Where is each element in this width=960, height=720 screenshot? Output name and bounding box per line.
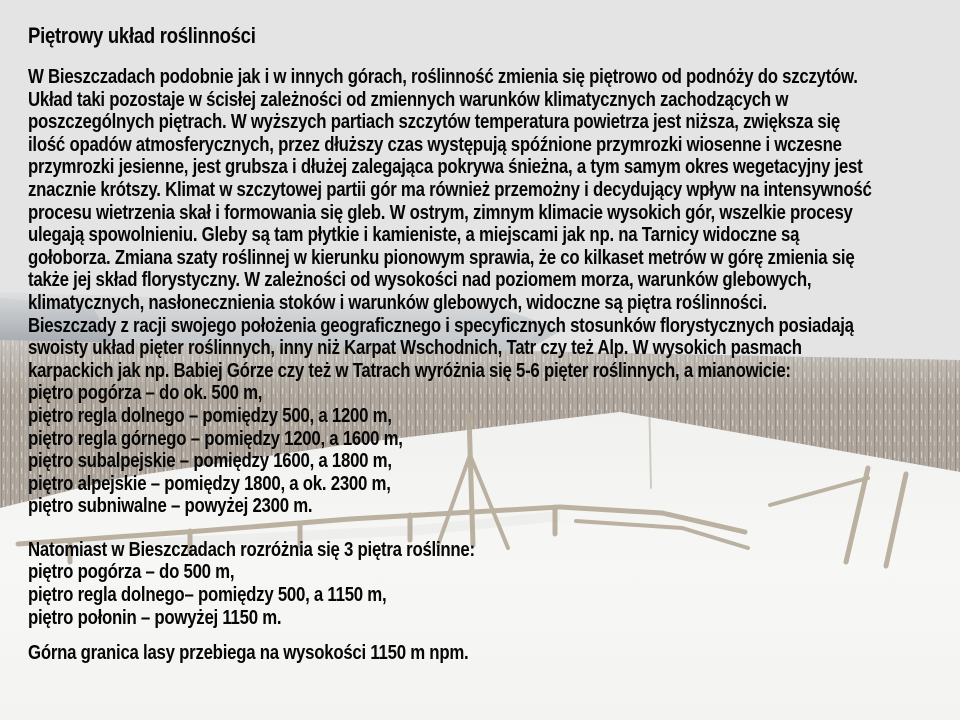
slide-title: Piętrowy układ roślinności <box>28 23 256 48</box>
body-text-line: piętro subalpejskie – pomiędzy 1600, a 1800 m, <box>28 450 392 473</box>
bieszczady-zones-block <box>28 539 952 629</box>
body-text-line: przymrozki jesienne, jest grubsza i dłużej zalegająca pokrywa śnieżna, a tym samym okres wegetacyjny jest <box>28 156 863 179</box>
body-text-line: ulegają spowolnieniu. Gleby są tam płytkie i kamieniste, a miejscami jak np. na Tarnicy widoczne są <box>28 224 800 247</box>
body-text-line: ilość opadów atmosferycznych, przez dłuższy czas występują spóźnione przymrozki wiosenne i wczesne <box>28 133 842 156</box>
body-text-line: karpackich jak np. Babiej Górze czy też w Tatrach wyróżnia się 5-6 pięter roślinnych, a mianowicie: <box>28 359 791 382</box>
body-text-line: piętro pogórza – do ok. 500 m, <box>28 382 263 405</box>
body-text-line: W Bieszczadach podobnie jak i w innych górach, roślinność zmienia się piętrowo od podnóży do szczytów. <box>28 66 858 88</box>
body-text-line: poszczególnych piętrach. W wyższych partiach szczytów temperatura powietrza jest niższa, zwiększa się <box>28 111 841 134</box>
body-text-line: także jej skład florystyczny. W zależności od wysokości nad poziomem morza, warunków glebowych, <box>28 269 812 292</box>
body-text-line: piętro subniwalne – powyżej 2300 m. <box>28 495 313 518</box>
body-text-line: piętro regla górnego – pomiędzy 1200, a 1600 m, <box>28 427 403 450</box>
zone-text-line: Natomiast w Bieszczadach rozróżnia się 3 piętra roślinne: <box>28 538 475 561</box>
slide-text <box>28 22 952 665</box>
body-text-line: klimatycznych, nasłonecznienia stoków i warunków glebowych, widoczne są piętra roślinności. <box>28 291 767 314</box>
zone-text-line: piętro pogórza – do 500 m, <box>28 561 235 584</box>
body-text-line: piętro regla dolnego – pomiędzy 500, a 1200 m, <box>28 404 392 427</box>
body-text-line: Bieszczady z racji swojego położenia geograficznego i specyficznych stosunków florystycznych posiadają <box>28 314 854 337</box>
body-text-line: swoisty układ pięter roślinnych, inny niż Karpat Wschodnich, Tatr czy też Alp. W wysokich pasmach <box>28 337 802 360</box>
zone-text-line: piętro regla dolnego– pomiędzy 500, a 1150 m, <box>28 584 387 607</box>
body-text-line: gołoborza. Zmiana szaty roślinnej w kierunku pionowym sprawia, że co kilkaset metrów w górę zmienia się <box>28 246 855 269</box>
body-text-line: znacznie krótszy. Klimat w szczytowej partii gór ma również przemożny i decydujący wpływ na intensywność <box>28 178 872 201</box>
body-text-line: procesu wietrzenia skał i formowania się gleb. W ostrym, zimnym klimacie wysokich gór, wszelkie procesy <box>28 201 853 224</box>
body-text-line: piętro alpejskie – pomiędzy 1800, a ok. 2300 m, <box>28 472 391 495</box>
body-text-line: Układ taki pozostaje w ścisłej zależności od zmiennych warunków klimatycznych zachodzących w <box>28 88 789 111</box>
body-paragraph <box>28 66 952 518</box>
zone-text-line: piętro połonin – powyżej 1150 m. <box>28 606 282 629</box>
closing-line: Górna granica lasy przebiega na wysokości 1150 m npm. <box>28 642 469 665</box>
